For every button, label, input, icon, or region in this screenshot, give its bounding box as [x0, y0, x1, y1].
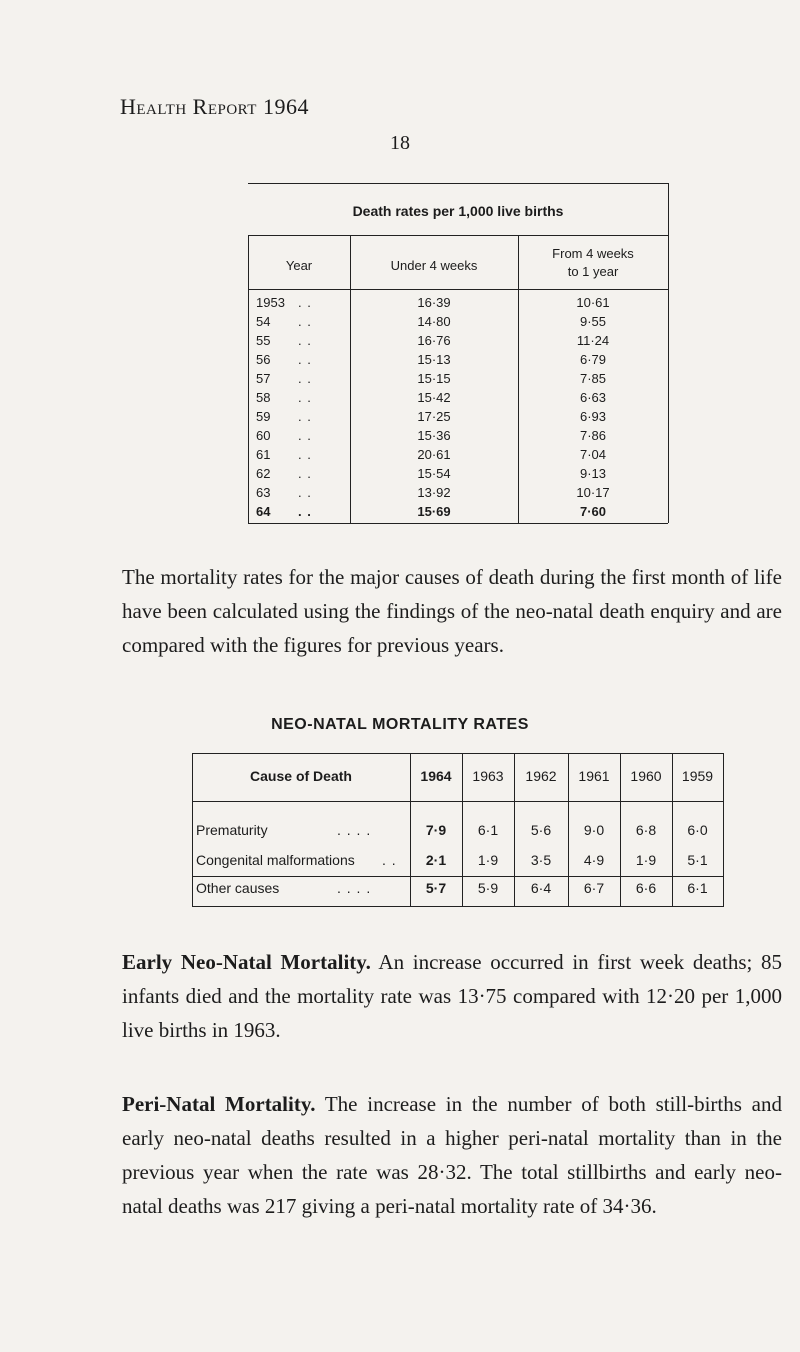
value-cell: 6·6 — [635, 880, 657, 896]
under-4-weeks-cell: 16·76 — [417, 333, 451, 348]
year-header-1959: 1959 — [681, 768, 714, 784]
under-4-weeks-cell: 15·36 — [417, 428, 451, 443]
value-cell: 5·6 — [530, 822, 552, 838]
year-cell: 61 — [256, 447, 271, 462]
under-4-weeks-cell: 13·92 — [417, 485, 451, 500]
early-neonatal-paragraph — [122, 945, 782, 1047]
value-cell: 6·4 — [530, 880, 552, 896]
under-4-weeks-cell: 16·39 — [417, 295, 451, 310]
value-cell: 7·9 — [425, 822, 447, 838]
value-cell: 4·9 — [583, 852, 605, 868]
peri-natal-text: The increase in the number of both still-births and early neo-natal deaths resulted in a higher peri-natal mortality than in the previous year when the rate was 28·32. The total stillbirths and early neo-natal deaths was 217 giving a peri-natal mortality rate of 34·36. — [122, 1092, 782, 1218]
leader-dots: . . — [298, 295, 312, 310]
leader-dots: . . — [382, 852, 397, 868]
year-cell: 64 — [256, 504, 271, 519]
cause-prematurity: Prematurity — [196, 822, 268, 838]
table-rule — [192, 801, 724, 802]
table-row — [248, 464, 668, 483]
table-rule — [668, 183, 669, 523]
year-header-1964: 1964 — [420, 768, 452, 784]
table-row — [248, 350, 668, 369]
early-neonatal-heading: Early Neo-Natal Mortality. — [122, 950, 371, 974]
col-header-to-1-year: to 1 year — [567, 264, 619, 279]
peri-natal-paragraph — [122, 1087, 782, 1223]
year-cell: 57 — [256, 371, 271, 386]
value-cell: 1·9 — [477, 852, 499, 868]
value-cell: 5·7 — [425, 880, 447, 896]
table-rule — [248, 289, 668, 290]
under-4-weeks-cell: 20·61 — [417, 447, 451, 462]
table-rule — [248, 523, 668, 524]
death-rates-table — [248, 183, 668, 523]
four-weeks-to-1-year-cell: 11·24 — [576, 333, 610, 348]
table-rule — [192, 906, 724, 907]
table-row-current-year — [248, 502, 668, 521]
leader-dots: . . — [298, 447, 312, 462]
four-weeks-to-1-year-cell: 10·17 — [576, 485, 610, 500]
table-rule — [723, 876, 724, 906]
peri-natal-heading: Peri-Natal Mortality. — [122, 1092, 316, 1116]
table-row — [248, 388, 668, 407]
year-cell: 1953 — [256, 295, 285, 310]
year-cell: 58 — [256, 390, 271, 405]
leader-dots: . . — [298, 371, 312, 386]
cause-congenital-malformations: Congenital malformations — [196, 852, 355, 868]
leader-dots: . . — [298, 333, 312, 348]
neonatal-mortality-table — [192, 753, 724, 876]
under-4-weeks-cell: 15·69 — [417, 504, 451, 519]
four-weeks-to-1-year-cell: 7·04 — [579, 447, 607, 462]
four-weeks-to-1-year-cell: 10·61 — [576, 295, 610, 310]
four-weeks-to-1-year-cell: 9·55 — [579, 314, 607, 329]
under-4-weeks-cell: 15·13 — [417, 352, 451, 367]
year-cell: 62 — [256, 466, 271, 481]
early-neonatal-text: An increase occurred in first week deaths; 85 infants died and the mortality rate was 13·75 compared with 12·20 per 1,000 live births in 1963. — [122, 950, 783, 1042]
year-cell: 59 — [256, 409, 271, 424]
value-cell: 6·1 — [477, 822, 499, 838]
table-rule — [248, 235, 668, 236]
four-weeks-to-1-year-cell: 7·85 — [579, 371, 607, 386]
under-4-weeks-cell: 15·54 — [417, 466, 451, 481]
table-row — [248, 426, 668, 445]
col-header-year: Year — [285, 258, 313, 273]
four-weeks-to-1-year-cell: 6·63 — [579, 390, 607, 405]
table-rule — [192, 753, 724, 754]
value-cell: 6·8 — [635, 822, 657, 838]
table-row — [248, 293, 668, 312]
intro-paragraph: The mortality rates for the major causes of death during the first month of life have been calculated using the findings of the neo-natal death enquiry and are compared with the figures for previous years. — [122, 565, 782, 657]
value-cell: 9·0 — [583, 822, 605, 838]
col-header-from-4-weeks: From 4 weeks — [552, 246, 634, 261]
four-weeks-to-1-year-cell: 7·60 — [579, 504, 607, 519]
value-cell: 6·0 — [687, 822, 708, 838]
leader-dots: . . — [298, 314, 312, 329]
leader-dots: . . — [298, 466, 312, 481]
death-rates-caption: Death rates per 1,000 live births — [352, 203, 564, 219]
under-4-weeks-cell: 15·15 — [417, 371, 451, 386]
table-row — [248, 445, 668, 464]
table-row — [248, 369, 668, 388]
table-rule — [248, 183, 668, 184]
table-rule — [192, 876, 193, 906]
year-cell: 54 — [256, 314, 271, 329]
leader-dots: . . — [298, 409, 312, 424]
year-cell: 63 — [256, 485, 271, 500]
value-cell: 6·1 — [687, 880, 708, 896]
cause-other-causes: Other causes — [196, 880, 280, 896]
leader-dots: . . — [298, 504, 312, 519]
value-cell: 1·9 — [635, 852, 657, 868]
year-header-1960: 1960 — [630, 768, 662, 784]
table-row — [248, 331, 668, 350]
leader-dots: . . — [298, 390, 312, 405]
value-cell: 6·7 — [583, 880, 605, 896]
under-4-weeks-cell: 17·25 — [417, 409, 451, 424]
year-cell: 55 — [256, 333, 271, 348]
table-row — [248, 407, 668, 426]
value-cell: 3·5 — [530, 852, 552, 868]
leader-dots: . . — [298, 352, 312, 367]
value-cell: 5·1 — [687, 852, 708, 868]
four-weeks-to-1-year-cell: 6·93 — [579, 409, 607, 424]
year-cell: 60 — [256, 428, 271, 443]
neonatal-table-last-row — [192, 876, 724, 906]
year-header-1963: 1963 — [472, 768, 504, 784]
under-4-weeks-cell: 14·80 — [417, 314, 451, 329]
year-header-1961: 1961 — [578, 768, 610, 784]
table-row — [248, 483, 668, 502]
value-cell: 2·1 — [425, 852, 447, 868]
cause-of-death-header: Cause of Death — [250, 768, 352, 784]
four-weeks-to-1-year-cell: 7·86 — [579, 428, 607, 443]
under-4-weeks-cell: 15·42 — [417, 390, 451, 405]
page-number: 18 — [390, 132, 410, 154]
leader-dots: . . — [298, 485, 312, 500]
table-rule — [723, 753, 724, 876]
leader-dots: . . . . — [337, 822, 372, 838]
four-weeks-to-1-year-cell: 9·13 — [579, 466, 607, 481]
table-row — [248, 312, 668, 331]
report-title: Health Report 1964 — [120, 94, 309, 119]
leader-dots: . . . . — [337, 880, 372, 896]
year-cell: 56 — [256, 352, 271, 367]
four-weeks-to-1-year-cell: 6·79 — [579, 352, 607, 367]
col-header-under-4-weeks: Under 4 weeks — [390, 258, 478, 273]
leader-dots: . . — [298, 428, 312, 443]
year-header-1962: 1962 — [525, 768, 557, 784]
value-cell: 5·9 — [477, 880, 499, 896]
neonatal-table-title: NEO-NATAL MORTALITY RATES — [271, 716, 529, 733]
